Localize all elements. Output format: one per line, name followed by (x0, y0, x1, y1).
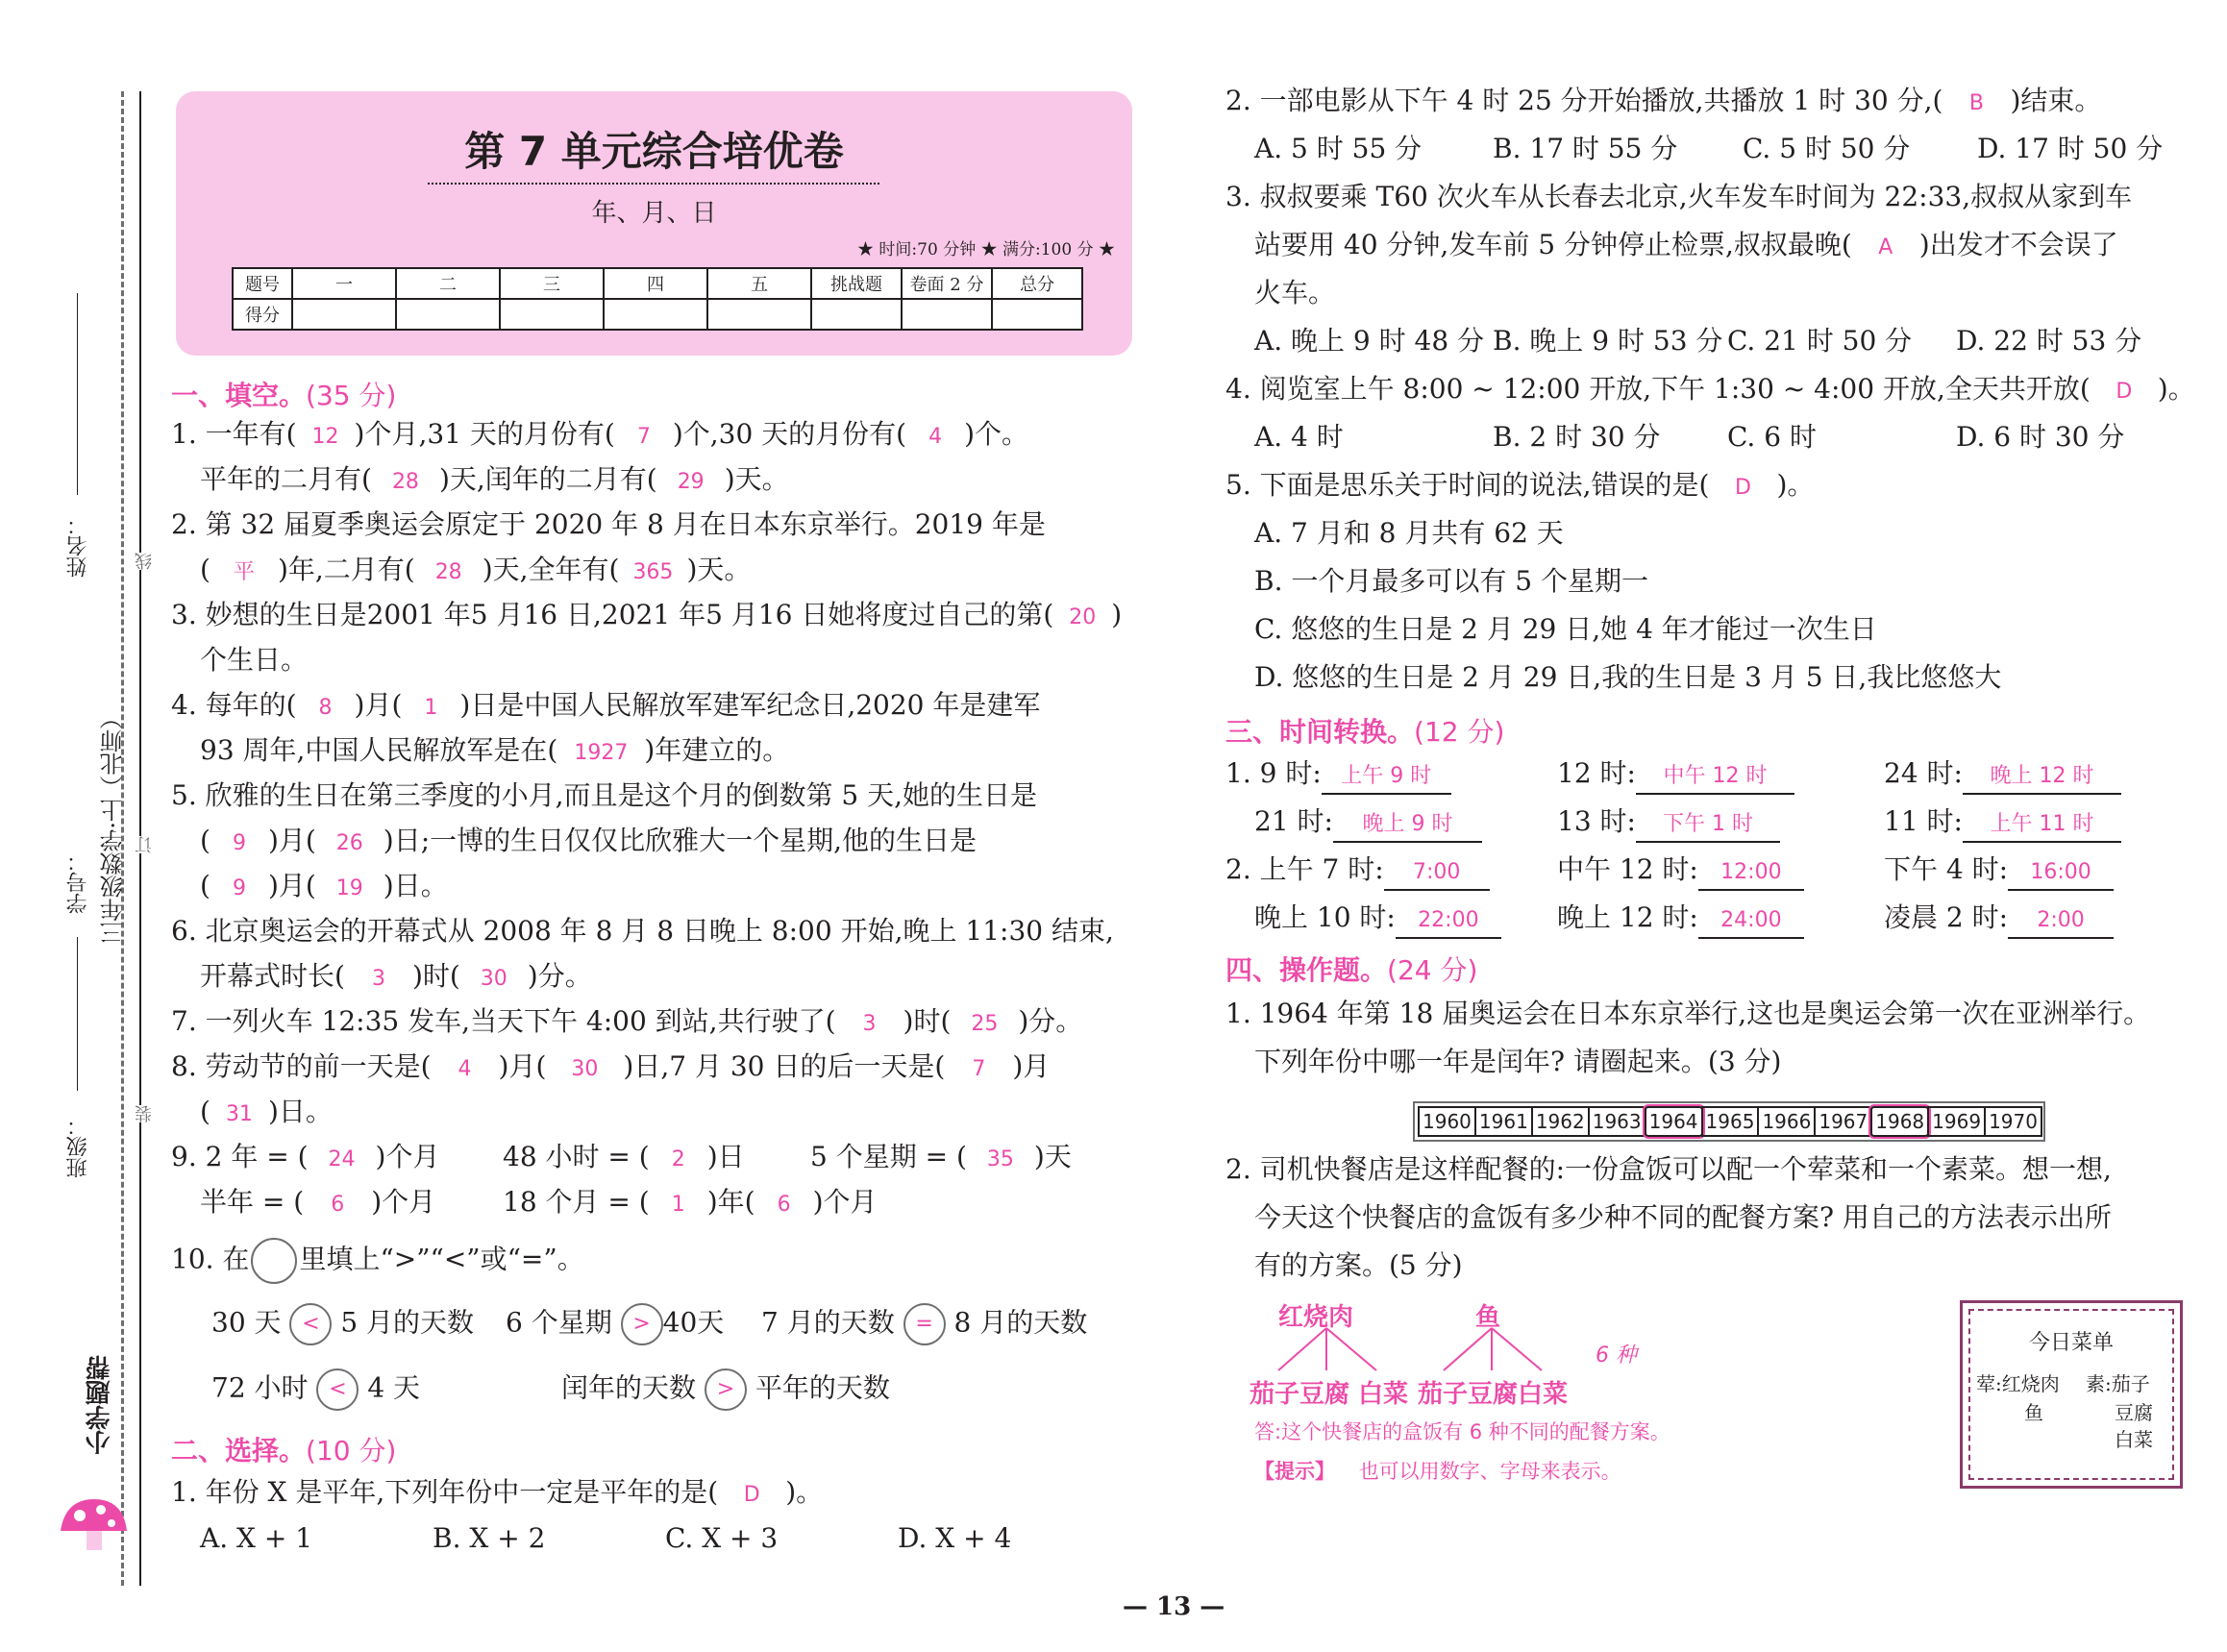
line-char: 线 (133, 553, 158, 570)
s3-row2-col2: 13 时: 下午 1 时 (1557, 805, 1780, 843)
s3-row1-col3: 24 时: 晚上 12 时 (1884, 757, 2121, 795)
score-cell[interactable] (902, 299, 992, 330)
q2-1-opt-a[interactable]: A. X + 1 (200, 1522, 313, 1554)
page-title: 第 7 单元综合培优卷 (464, 128, 844, 175)
year-cell[interactable]: 1970 (1984, 1106, 2042, 1137)
q2-1-opt-d[interactable]: D. X + 4 (898, 1522, 1012, 1554)
q2-5-stem: 5. 下面是思乐关于时间的说法,错误的是( D )。 (1225, 469, 1815, 501)
tree-meat-2: 鱼 (1475, 1303, 1501, 1332)
score-table-header: 题号 一 二 三 四 五 挑战题 卷面 2 分 总分 (233, 268, 1082, 299)
menu-veg-3: 白菜 (2115, 1428, 2153, 1451)
page-subtitle: 年、月、日 (591, 199, 717, 228)
s3-row4-col1: 晚上 10 时: 22:00 (1254, 901, 1501, 939)
q2-2-opt-c[interactable]: C. 5 时 50 分 (1743, 133, 1911, 164)
menu-title: 今日菜单 (2028, 1331, 2114, 1355)
q2-4-opt-b[interactable]: B. 2 时 30 分 (1493, 421, 1661, 453)
s3-row3-col3: 下午 4 时: 16:00 (1884, 853, 2114, 891)
s3-row3-col2: 中午 12 时: 12:00 (1557, 853, 1804, 891)
score-cell[interactable] (811, 299, 902, 330)
compare-answer[interactable]: < (316, 1368, 359, 1411)
id-field (77, 937, 78, 1091)
q1-9-item2: 48 小时 = ( 2 )日 (503, 1141, 745, 1172)
q1-1-line2: 平年的二月有( 28 )天,闰年的二月有( 29 )天。 (200, 463, 789, 495)
q2-3-opt-c[interactable]: C. 21 时 50 分 (1727, 325, 1913, 357)
q2-4-opt-d[interactable]: D. 6 时 30 分 (1956, 421, 2125, 453)
q2-4-opt-c[interactable]: C. 6 时 (1727, 421, 1817, 453)
year-cell[interactable]: 1962 (1531, 1106, 1590, 1137)
year-cell[interactable]: 1963 (1588, 1106, 1646, 1137)
menu-card (1960, 1300, 2183, 1489)
hint-row: 【提示】 也可以用数字、字母来表示。 (1254, 1460, 1621, 1483)
title-divider (428, 183, 879, 185)
q1-2-line1: 2. 第 32 届夏季奥运会原定于 2020 年 8 月在日本东京举行。2019 年是 (171, 508, 1046, 540)
q4-1-line2: 下列年份中哪一年是闰年? 请圈起来。(3 分) (1254, 1046, 1782, 1077)
q1-10-row1-b: 6 个星期 > 40天 (506, 1303, 724, 1345)
q1-9-item5: 18 个月 = ( 1 )年( 6 )个月 (503, 1186, 878, 1218)
q1-6-line2: 开幕式时长( 3 )时( 30 )分。 (200, 960, 592, 992)
q2-3-line3: 火车。 (1254, 277, 1336, 308)
q2-2-opt-b[interactable]: B. 17 时 55 分 (1493, 133, 1678, 164)
s3-row2-col1: 21 时: 晚上 9 时 (1254, 805, 1482, 843)
q1-10-row2: 72 小时 < 4 天 (211, 1368, 420, 1411)
year-cell-circled[interactable]: 1964 (1645, 1106, 1703, 1137)
s3-row1-col2: 12 时: 中午 12 时 (1557, 757, 1794, 795)
q1-9-item3: 5 个星期 = ( 35 )天 (810, 1141, 1072, 1172)
section-2-heading: 二、选择。(10 分) (171, 1435, 397, 1467)
q1-5-line3: ( 9 )月( 19 )日。 (200, 870, 448, 901)
q4-1-line1: 1. 1964 年第 18 届奥运会在日本东京举行,这也是奥运会第一次在亚洲举行。 (1225, 998, 2151, 1029)
score-cell[interactable] (500, 299, 604, 330)
year-cell[interactable]: 1969 (1927, 1106, 1986, 1137)
q1-2-line2: ( 平 )年,二月有( 28 )天,全年有( 365 )天。 (200, 554, 752, 585)
menu-meat-2: 鱼 (2024, 1401, 2043, 1424)
q1-5-line2: ( 9 )月( 26 )日;一博的生日仅仅比欣雅大一个星期,他的生日是 (200, 825, 977, 856)
menu-veg-1: 素:茄子 (2086, 1372, 2150, 1395)
s3-row4-col2: 晚上 12 时: 24:00 (1557, 901, 1804, 939)
brand-label: 小学题帮 (86, 1355, 114, 1455)
q2-1-opt-c[interactable]: C. X + 3 (665, 1522, 779, 1554)
q1-10-row1-c: 7 月的天数 = 8 月的天数 (761, 1303, 1087, 1345)
tree-count: 6 种 (1596, 1344, 1637, 1368)
s3-row3-col1: 2. 上午 7 时: 7:00 (1225, 853, 1490, 891)
left-column (171, 375, 1132, 1566)
compare-circle-icon (251, 1238, 297, 1284)
grade-label: 三年级数学·上（北师） (100, 706, 127, 945)
bind-char: 装 (133, 1105, 158, 1122)
exam-meta: ★ 时间:70 分钟 ★ 满分:100 分 ★ (857, 240, 1115, 259)
q2-1-stem: 1. 年份 X 是平年,下列年份中一定是平年的是( D )。 (171, 1476, 824, 1508)
score-cell[interactable] (396, 299, 500, 330)
menu-meat-1: 荤:红烧肉 (1976, 1372, 2060, 1395)
score-table (232, 267, 1083, 331)
q1-7-line1: 7. 一列火车 12:35 发车,当天下午 4:00 到站,共行驶了( 3 )时( 25 )分。 (171, 1005, 1083, 1037)
q4-2-line1: 2. 司机快餐店是这样配餐的:一份盒饭可以配一个荤菜和一个素菜。想一想, (1225, 1153, 2112, 1185)
section-1-heading: 一、填空。(35 分) (171, 380, 397, 411)
compare-answer[interactable]: > (705, 1368, 747, 1411)
q2-2-stem: 2. 一部电影从下午 4 时 25 分开始播放,共播放 1 时 30 分,( B )结束。 (1225, 85, 2102, 116)
q1-3-line1: 3. 妙想的生日是2001 年5 月16 日,2021 年5 月16 日她将度过自己的第( 20 ) (171, 599, 1123, 630)
q2-4-stem: 4. 阅览室上午 8:00 ~ 12:00 开放,下午 1:30 ~ 4:00 开放,全天共开放( D )。 (1225, 373, 2195, 405)
q2-3-opt-b[interactable]: B. 晚上 9 时 53 分 (1493, 325, 1723, 357)
q2-1-opt-b[interactable]: B. X + 2 (433, 1522, 546, 1554)
q1-4-line2: 93 周年,中国人民解放军是在( 1927 )年建立的。 (200, 734, 790, 766)
q1-4-line1: 4. 每年的( 8 )月( 1 )日是中国人民解放军建军纪念日,2020 年是建军 (171, 689, 1041, 721)
q1-3-line2: 个生日。 (200, 644, 309, 676)
q1-10-row1: 30 天 < 5 月的天数 (211, 1303, 474, 1345)
compare-answer[interactable]: < (289, 1303, 332, 1345)
q2-3-opt-d[interactable]: D. 22 时 53 分 (1956, 325, 2142, 357)
name-label: 姓名： (66, 514, 90, 578)
q1-1-line1: 1. 一年有( 12 )个月,31 天的月份有( 7 )个,30 天的月份有( 4 )个。 (171, 418, 1029, 450)
score-cell[interactable] (292, 299, 396, 330)
q2-2-opt-a[interactable]: A. 5 时 55 分 (1254, 133, 1423, 164)
year-cell-circled[interactable]: 1968 (1870, 1106, 1929, 1137)
menu-veg-2: 豆腐 (2115, 1401, 2153, 1424)
q1-8-line2: ( 31 )日。 (200, 1096, 333, 1127)
tree-veg-2: 茄子豆腐白菜 (1418, 1380, 1569, 1409)
q4-2-line2: 今天这个快餐店的盒饭有多少种不同的配餐方案? 用自己的方法表示出所 (1254, 1201, 2112, 1233)
class-label: 班级： (66, 1115, 90, 1178)
q1-5-line1: 5. 欣雅的生日在第三季度的小月,而且是这个月的倒数第 5 天,她的生日是 (171, 779, 1038, 811)
year-cell[interactable]: 1961 (1474, 1106, 1533, 1137)
header-banner (176, 91, 1132, 356)
q4-2-line3: 有的方案。(5 分) (1254, 1249, 1463, 1281)
section-4-heading: 四、操作题。(24 分) (1225, 954, 1478, 986)
tree-veg-1: 茄子豆腐 白菜 (1250, 1380, 1409, 1409)
s3-row4-col3: 凌晨 2 时: 2:00 (1884, 901, 2114, 939)
score-cell[interactable] (707, 299, 811, 330)
q2-5-opt-a[interactable]: A. 7 月和 8 月共有 62 天 (1254, 517, 1564, 549)
q1-10-row2-b: 闰年的天数 > 平年的天数 (561, 1368, 890, 1411)
s3-row1-col1: 1. 9 时: 上午 9 时 (1225, 757, 1451, 795)
tree-meat-1: 红烧肉 (1278, 1303, 1354, 1332)
q2-3-line2: 站要用 40 分钟,发车前 5 分钟停止检票,叔叔最晚( A )出发才不会误了 (1254, 229, 2118, 260)
mushroom-logo-icon (56, 1494, 131, 1554)
s3-row2-col3: 11 时: 上午 11 时 (1884, 805, 2121, 843)
name-field (77, 293, 78, 495)
score-cell[interactable] (992, 299, 1082, 330)
q2-5-opt-c[interactable]: C. 悠悠的生日是 2 月 29 日,她 4 年才能过一次生日 (1254, 613, 1877, 645)
q2-3-line1: 3. 叔叔要乘 T60 次火车从长春去北京,火车发车时间为 22:33,叔叔从家到车 (1225, 181, 2133, 212)
year-cell[interactable]: 1966 (1757, 1106, 1816, 1137)
score-table-row: 得分 (233, 299, 1082, 330)
q1-9-line1: 9. 2 年 = ( 24 )个月 (171, 1141, 440, 1172)
q1-8-line1: 8. 劳动节的前一天是( 4 )月( 30 )日,7 月 30 日的后一天是( 7 )月 (171, 1050, 1051, 1082)
q4-2-answer: 答:这个快餐店的盒饭有 6 种不同的配餐方案。 (1254, 1420, 1670, 1443)
year-strip (1413, 1101, 2045, 1142)
score-cell[interactable] (604, 299, 707, 330)
page-number: — 13 — (1123, 1592, 1225, 1621)
compare-answer[interactable]: > (621, 1303, 663, 1345)
q2-3-opt-a[interactable]: A. 晚上 9 时 48 分 (1254, 325, 1485, 357)
q1-6-line1: 6. 北京奥运会的开幕式从 2008 年 8 月 8 日晚上 8:00 开始,晚上 11:30 结束, (171, 915, 1114, 947)
q2-4-opt-a[interactable]: A. 4 时 (1254, 421, 1344, 453)
q1-9-item4: 半年 = ( 6 )个月 (200, 1186, 436, 1218)
order-char: 订 (133, 836, 158, 853)
compare-answer[interactable]: = (903, 1303, 946, 1345)
q2-5-opt-d[interactable]: D. 悠悠的生日是 2 月 29 日,我的生日是 3 月 5 日,我比悠悠大 (1254, 661, 2002, 693)
year-cell[interactable]: 1960 (1418, 1106, 1476, 1137)
year-cell[interactable]: 1967 (1814, 1106, 1872, 1137)
id-label: 学号： (66, 851, 90, 914)
q1-10-stem: 10. 在 里填上“>”“<”或“=”。 (171, 1238, 584, 1284)
q2-2-opt-d[interactable]: D. 17 时 50 分 (1977, 133, 2164, 164)
year-cell[interactable]: 1965 (1701, 1106, 1760, 1137)
tree-branches (1250, 1326, 1596, 1380)
q2-5-opt-b[interactable]: B. 一个月最多可以有 5 个星期一 (1254, 565, 1648, 597)
section-3-heading: 三、时间转换。(12 分) (1225, 716, 1505, 748)
